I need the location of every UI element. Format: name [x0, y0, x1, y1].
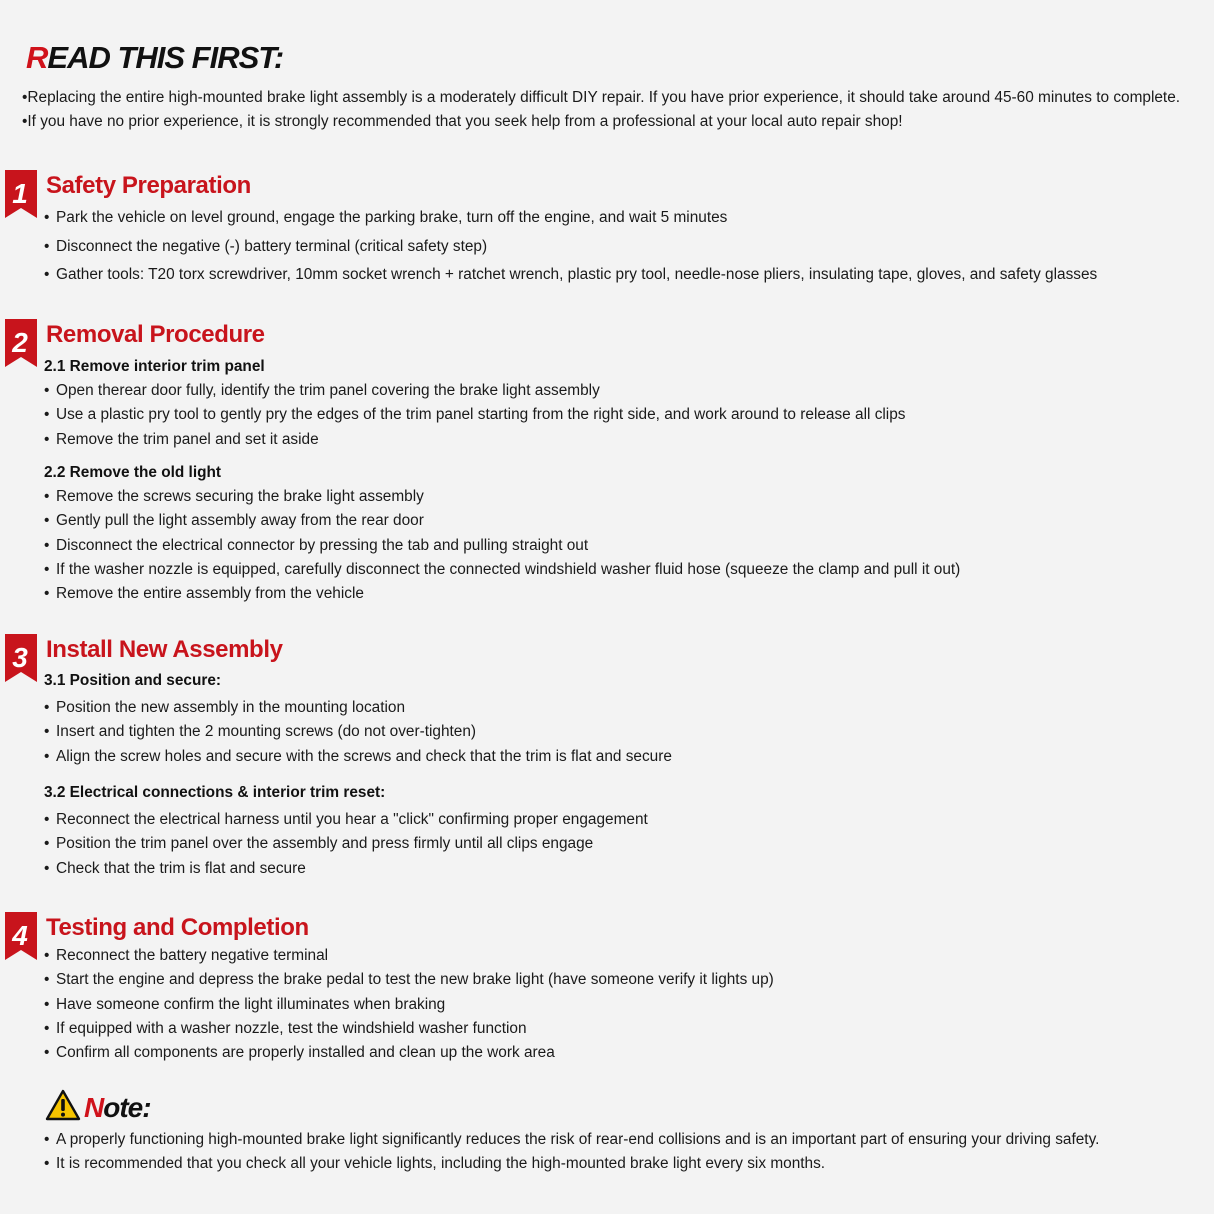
list-item: • Confirm all components are properly installed and clean up the work area: [44, 1041, 774, 1065]
list-item: • A properly functioning high-mounted brake light significantly reduces the risk of rear-end collisions and is an important part of ensuring your driving safety.: [44, 1128, 1099, 1152]
list-item: • Position the trim panel over the assembly and press firmly until all clips engage: [44, 832, 648, 856]
list-item: • Check that the trim is flat and secure: [44, 857, 648, 881]
list-item: • Gently pull the light assembly away from the rear door: [44, 509, 960, 533]
list-item: • If the washer nozzle is equipped, carefully disconnect the connected windshield washer fluid hose (squeeze the clamp and pull it out): [44, 558, 960, 582]
list-item: • Have someone confirm the light illuminates when braking: [44, 993, 774, 1017]
subsection-2-2-title: 2.2 Remove the old light: [44, 464, 222, 481]
intro-item: •If you have no prior experience, it is strongly recommended that you seek help from a professional at your local auto repair shop!: [22, 113, 903, 130]
section-3-number-badge: [5, 634, 37, 682]
list-item: • Position the new assembly in the mounting location: [44, 696, 672, 720]
page-title-rest: EAD THIS FIRST:: [47, 40, 284, 75]
list-item: • Open therear door fully, identify the trim panel covering the brake light assembly: [44, 379, 905, 403]
section-4-title: Testing and Completion: [46, 914, 309, 941]
note-title-first-letter: N: [84, 1092, 104, 1123]
page-title: [26, 40, 283, 76]
note-list: [44, 1128, 1099, 1177]
section-2-title: Removal Procedure: [46, 321, 265, 348]
list-item: • Disconnect the electrical connector by pressing the tab and pulling straight out: [44, 534, 960, 558]
list-item: • Park the vehicle on level ground, engage the parking brake, turn off the engine, and wait 5 minutes: [44, 204, 1097, 233]
list-item: • Gather tools: T20 torx screwdriver, 10mm socket wrench + ratchet wrench, plastic pry tool, needle-nose pliers, insulating tape, gloves, and safety glasses: [44, 261, 1097, 290]
list-item: • Reconnect the electrical harness until you hear a "click" confirming proper engagement: [44, 808, 648, 832]
section-4-list: [44, 944, 774, 1065]
intro-item: •Replacing the entire high-mounted brake light assembly is a moderately difficult DIY repair. If you have prior experience, it should take around 45-60 minutes to complete.: [22, 89, 1181, 106]
subsection-3-1-list: [44, 696, 672, 769]
section-1-number-badge: [5, 170, 37, 218]
subsection-3-2-title: 3.2 Electrical connections & interior trim reset:: [44, 784, 386, 801]
list-item: • Remove the trim panel and set it aside: [44, 428, 905, 452]
section-1-title: Safety Preparation: [46, 172, 251, 199]
section-3-number: 3: [12, 642, 28, 673]
list-item: • Start the engine and depress the brake pedal to test the new brake light (have someone verify it lights up): [44, 968, 774, 992]
note-title-rest: ote:: [103, 1092, 151, 1123]
list-item: • Reconnect the battery negative terminal: [44, 944, 774, 968]
list-item: • Disconnect the negative (-) battery terminal (critical safety step): [44, 233, 1097, 262]
section-4-number: 4: [12, 920, 28, 951]
page-title-first-letter: R: [26, 40, 48, 75]
section-1-list: [44, 204, 1097, 290]
list-item: • If equipped with a washer nozzle, test the windshield washer function: [44, 1017, 774, 1041]
intro-list: [22, 86, 1180, 134]
subsection-2-2-list: [44, 485, 960, 606]
list-item: • Remove the screws securing the brake light assembly: [44, 485, 960, 509]
section-4-number-badge: [5, 912, 37, 960]
warning-triangle-icon: [45, 1089, 81, 1121]
note-title: [84, 1092, 151, 1124]
list-item: • Use a plastic pry tool to gently pry the edges of the trim panel starting from the right side, and work around to release all clips: [44, 403, 905, 427]
subsection-2-1-list: [44, 379, 905, 452]
section-3-title: Install New Assembly: [46, 636, 283, 663]
subsection-3-2-list: [44, 808, 648, 881]
list-item: • Align the screw holes and secure with the screws and check that the trim is flat and secure: [44, 745, 672, 769]
subsection-2-1-title: 2.1 Remove interior trim panel: [44, 358, 265, 375]
list-item: • Remove the entire assembly from the vehicle: [44, 582, 960, 606]
section-2-number: 2: [12, 327, 28, 358]
section-2-number-badge: [5, 319, 37, 367]
subsection-3-1-title: 3.1 Position and secure:: [44, 672, 222, 689]
list-item: • Insert and tighten the 2 mounting screws (do not over-tighten): [44, 720, 672, 744]
list-item: • It is recommended that you check all your vehicle lights, including the high-mounted brake light every six months.: [44, 1152, 1099, 1176]
section-1-number: 1: [12, 178, 28, 209]
